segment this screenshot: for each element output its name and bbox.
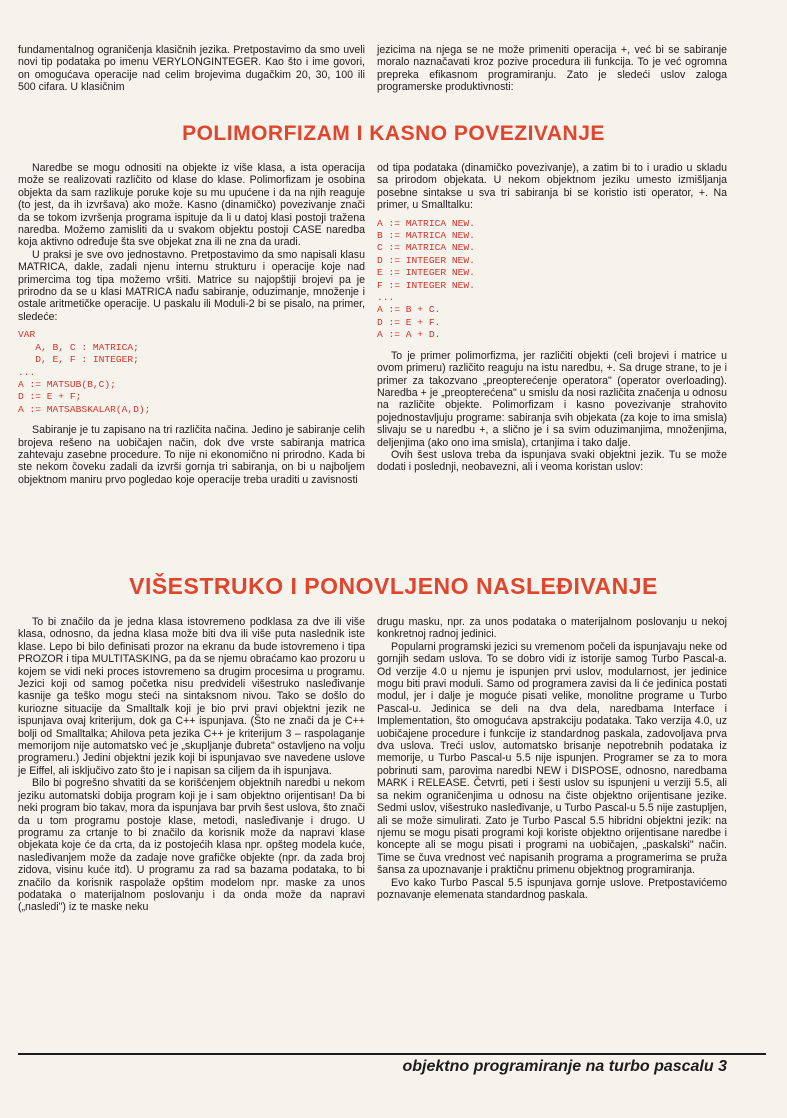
section1-left-column [18, 162, 365, 486]
code-block-smalltalk: A := MATRICA NEW. B := MATRICA NEW. C := MATRICA NEW. D := INTEGER NEW. E := INTEGER NEW. F := INTEGER NEW. ... A := B + C. D := E + F. A := A + D. [377, 217, 475, 341]
section2-left-column [18, 616, 365, 914]
paragraph: To je primer polimorfizma, jer različiti objekti (celi brojevi i matrice u ovom primeru) različito reaguju na istu naredbu, +. Sa druge strane, to je i primer za takozvano „preopterećenje operatora" (operator overloading). Naredba + je „preopterećena" u smislu da nosi različita značenja u odnosu na različite objekte. Polimorfizam i kasno povezivanje strahovito pojednostavljuju programe: sabiranja svih objekata (za koje to ima smisla) slivaju se u naredbu +, a slično je i sa svim oduzimanjima, množenjima, deljenjima (ako ono ima smisla), crtanjima i tako dalje. [377, 349, 727, 449]
paragraph: drugu masku, npr. za unos podataka o materijalnom poslovanju u nekoj konkretnoj radnoj jedinici. [377, 616, 727, 641]
top-right-text: jezicima na njega se ne može primeniti operacija +, već bi se sabiranje moralo naznačavati kroz pozive procedura ili funkcija. To je već ogromna prepreka efikasnom programiranju. Zato je sledeći uslov zaloga programerske produktivnosti: [377, 44, 727, 94]
section-heading-polimorfizam: POLIMORFIZAM I KASNO POVEZIVANJE [182, 122, 605, 145]
footer-rule [18, 1053, 766, 1055]
top-left-text: fundamentalnog ograničenja klasičnih jezika. Pretpostavimo da smo uveli novi tip podataka po imenu VERYLONGINTEGER. Kao što i ime govori, on omogućava operacije nad celim brojevima dugačkim 20, 30, 100 ili 500 cifara. U klasičnim [18, 44, 365, 94]
section-heading-nasledjivanje: VIŠESTRUKO I PONOVLJENO NASLEĐIVANJE [129, 573, 658, 599]
section2-right-column [377, 616, 727, 901]
code-block-pascal: VAR A, B, C : MATRICA; D, E, F : INTEGER; ... A := MATSUB(B,C); D := E + F; A := MATSABSKALAR(A,D); [18, 329, 151, 415]
paragraph: U praksi je sve ovo jednostavno. Pretpostavimo da smo napisali klasu MATRICA, dakle, zadali njenu internu strukturu i operacije koje nad primercima tog tipa možemo vršiti. Matrice su najopštiji brojevi pa je prirodno da se u klasi MATRICA nađu sabiranje, oduzimanje, množenje i ostale aritmetičke operacije. U paskalu ili Moduli-2 bi se pisalo, na primer, sledeće: [18, 248, 365, 323]
paragraph: Bilo bi pogrešno shvatiti da se korišćenjem objektnih naredbi u nekom jeziku automatski dobija program koji je i sam objektno orijentisan! Da bi neki program bio takav, mora da ispunjava bar prvih šest uslova, što znači da u tom programu postoje klase, metodi, nasleđivanje i drugo. U programu za crtanje to bi značilo da korisnik može da napravi klase objekata koje će da crta, da iz postojećih klasa npr. opšteg modela kuće, nasleđivanjem može da zadaje nove grafičke objekte (npr. da zada broj zidova, visinu kuće itd). U programu za rad sa bazama podataka, to bi značilo da korisnik raspolaže opštim modelom npr. maske za unos podataka o materijalnom poslovanju i da onda može da napravi („nasledi") iz te maske neku [18, 777, 365, 914]
section1-right-column [377, 162, 727, 474]
top-left-column [18, 44, 365, 94]
paragraph: od tipa podataka (dinamičko povezivanje), a zatim bi to i uradio u skladu sa prirodom objekata. U nekom objektnom jeziku umesto izmišljanja posebne sintakse u sva tri sabiranja bi se koristio isti operator, +. Na primer, u Smalltalku: [377, 162, 727, 212]
paragraph: Naredbe se mogu odnositi na objekte iz više klasa, a ista operacija može se realizovati različito od klase do klase. Polimorfizam je osobina objekta da sam razlikuje poruke koje su mu upućene i da na njih reaguje (to jest, da ih izvršava) ako može. Kasno (dinamičko) povezivanje znači da se tokom izvršenja programa ispituje da li u datoj klasi postoji tražena naredba. Možemo zamisliti da u svakom objektu postoji CASE naredba koja aktivno određuje šta sve objekat zna ili ne zna da uradi. [18, 162, 365, 249]
top-right-column [377, 44, 727, 94]
page-footer: objektno programiranje na turbo pascalu 3 [402, 1058, 727, 1075]
paragraph: Ovih šest uslova treba da ispunjava svaki objektni jezik. Tu se može dodati i poslednji, neobavezni, ali i veoma koristan uslov: [377, 448, 727, 474]
paragraph: Evo kako Turbo Pascal 5.5 ispunjava gornje uslove. Pretpostavićemo poznavanje elemenata standardnog paskala. [377, 876, 727, 901]
paragraph: To bi značilo da je jedna klasa istovremeno podklasa za dve ili više klasa, odnosno, da jedna klasa može biti dva ili više puta naslednik iste klase. Lepo bi bilo definisati prozor na ekranu da bude istovremeno i tipa PROZOR i tipa MULTITASKING, pa da se njemu obraćamo kao prozoru u kojem se vidi neki proces istovremeno sa drugim procesima u programu. Jezici koji od samog početka nisu predvideli višestruko nasleđivanje kasnije ga teško mogu steći na sintaksnom nivou. Tako se došlo do kuriozne situacije da Smalltalk koji je bio prvi pravi objektni jezik ne ispunjava ovaj kriterijum, dok ga C++ ispunjava. (Što ne znači da je C++ bolji od Smalltalka; Ahilova peta jezika C++ je kriterijum 3 – raspolaganje memorijom nije automatsko već je „skupljanje đubreta" ostavljeno na volju programeru.) Jedini objektni jezik koji bi ispunjavao sve navedene uslove je Eiffel, ali isključivo zato što je i napisan sa ciljem da ih ispunjava. [18, 616, 365, 777]
paragraph: Sabiranje je tu zapisano na tri različita načina. Jedino je sabiranje celih brojeva rešeno na uobičajen način, dok dve vrste sabiranja matrica zahtevaju zasebne procedure. To nije ni ekonomično ni prirodno. Kada bi ste nekom čoveku zadali da izvrši gornja tri sabiranja, on bi u najboljem objektnom maniru prvo pogledao koje operacije treba uraditi u zavisnosti [18, 424, 365, 486]
paragraph: Popularni programski jezici su vremenom počeli da ispunjavaju neke od gornjih sedam uslova. To se dobro vidi iz istorije samog Turbo Pascal-a. Od verzije 4.0 u njemu je ispunjen prvi uslov, modularnost, jer jedinice mogu biti pravi moduli. Samo od programera zavisi da li će jedinica postati modul, jer i dalje je moguće pisati velike, monolitne programe u Turbo Pascal-u. Jedinica se deli na dva dela, naredbama Interface i Implementation, što omogućava apstrakciju podataka. Tako verzija 4.0, uz uobičajene procedure i funkcije iz standardnog paskala, zadovoljava prva dva uslova. Treći uslov, automatsko brisanje nepotrebnih podataka iz memorije, u Turbo Pascal-u 5.5 nije ispunjen. Programer se za to mora pobrinuti sam, parovima naredbi NEW i DISPOSE, odnosno, naredbama MARK i RELEASE. Četvrti, peti i šesti uslov su ispunjeni u verziji 5.5, ali sa nekim ograničenjima u odnosu na čiste objektno orijentisane jezike. Sedmi uslov, višestruko nasleđivanje, u Turbo Pascal-u 5.5 nije zastupljen, ali se može simulirati. Zato je Turbo Pascal 5.5 hibridni objektni jezik: na njemu se mogu pisati programi koji koriste objektno orijentisane naredbe i koncepte ali se mogu pisati i programi na uobičajen, „paskalski" način. Time se čuva vrednost već napisanih programa a programerima se pruža šansa za upoznavanje i praktičnu primenu objektnog programiranja. [377, 640, 727, 877]
